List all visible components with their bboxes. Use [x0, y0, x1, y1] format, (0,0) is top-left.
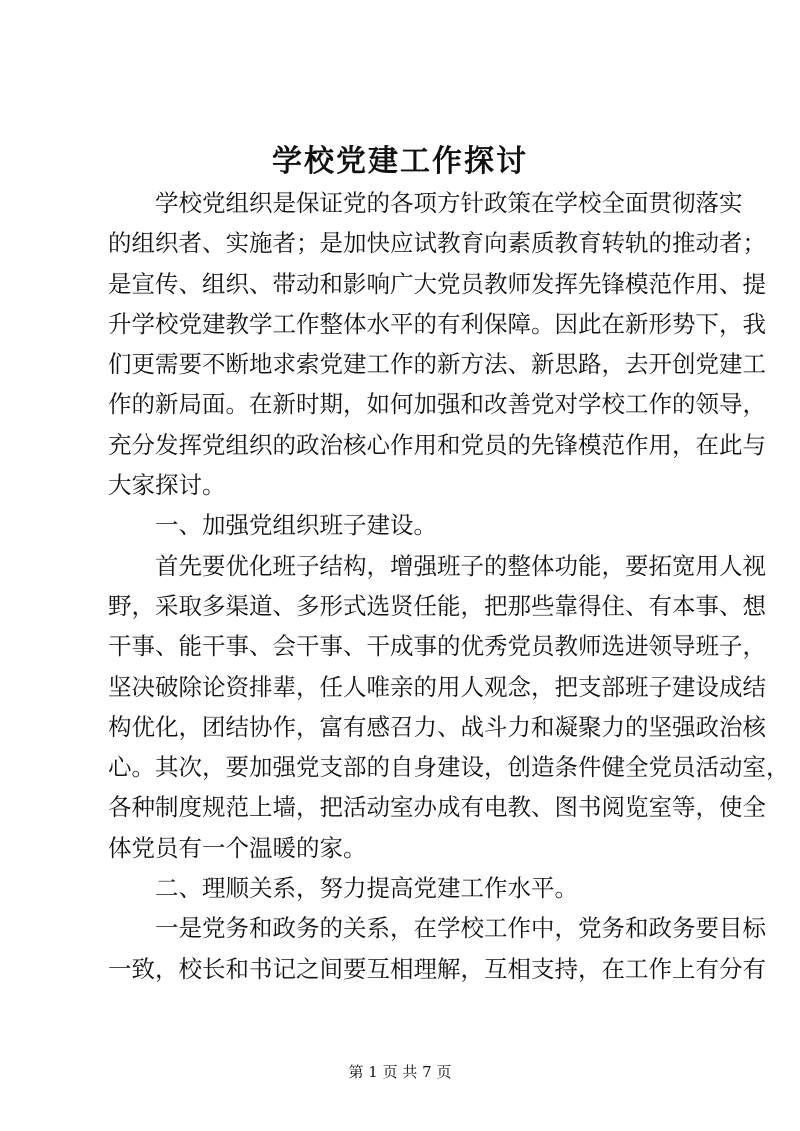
- section-heading: 一、加强党组织班子建设。: [155, 511, 437, 540]
- text-line: 心。其次，要加强党支部的自身建设，创造条件健全党员活动室，: [108, 753, 790, 782]
- text-line: 大家探讨。: [108, 471, 226, 500]
- text-line: 野，采取多渠道、多形式选贤任能，把那些靠得住、有本事、想: [108, 591, 766, 620]
- document-body: [108, 183, 790, 989]
- text-line: 干事、能干事、会干事、干成事的优秀党员教师选进领导班子，: [108, 632, 766, 661]
- text-line: 是宣传、组织、带动和影响广大党员教师发挥先锋模范作用、提: [108, 269, 766, 298]
- text-line: 构优化，团结协作，富有感召力、战斗力和凝聚力的坚强政治核: [108, 712, 766, 741]
- text-line: 坚决破除论资排辈，任人唯亲的用人观念，把支部班子建设成结: [108, 672, 766, 701]
- text-line: 一致，校长和书记之间要互相理解，互相支持，在工作上有分有: [108, 954, 766, 983]
- text-line: 作的新局面。在新时期，如何加强和改善党对学校工作的领导，: [108, 390, 766, 419]
- text-line: 各种制度规范上墙，把活动室办成有电教、图书阅览室等，使全: [108, 793, 766, 822]
- text-line: 体党员有一个温暖的家。: [108, 833, 367, 862]
- text-line: 首先要优化班子结构，增强班子的整体功能，要拓宽用人视: [155, 551, 766, 580]
- text-line: 一是党务和政务的关系，在学校工作中，党务和政务要目标: [155, 914, 766, 943]
- document-title: 学校党建工作探讨: [272, 144, 528, 179]
- section-heading: 二、理顺关系，努力提高党建工作水平。: [155, 874, 578, 903]
- text-line: 的组织者、实施者；是加快应试教育向素质教育转轨的推动者；: [108, 229, 766, 258]
- page-footer: 第 1 页 共 7 页: [348, 1063, 452, 1081]
- text-line: 充分发挥党组织的政治核心作用和党员的先锋模范作用，在此与: [108, 430, 766, 459]
- text-line: 们更需要不断地求索党建工作的新方法、新思路，去开创党建工: [108, 350, 766, 379]
- text-line: 升学校党建教学工作整体水平的有利保障。因此在新形势下，我: [108, 309, 766, 338]
- text-line: 学校党组织是保证党的各项方针政策在学校全面贯彻落实: [155, 189, 743, 217]
